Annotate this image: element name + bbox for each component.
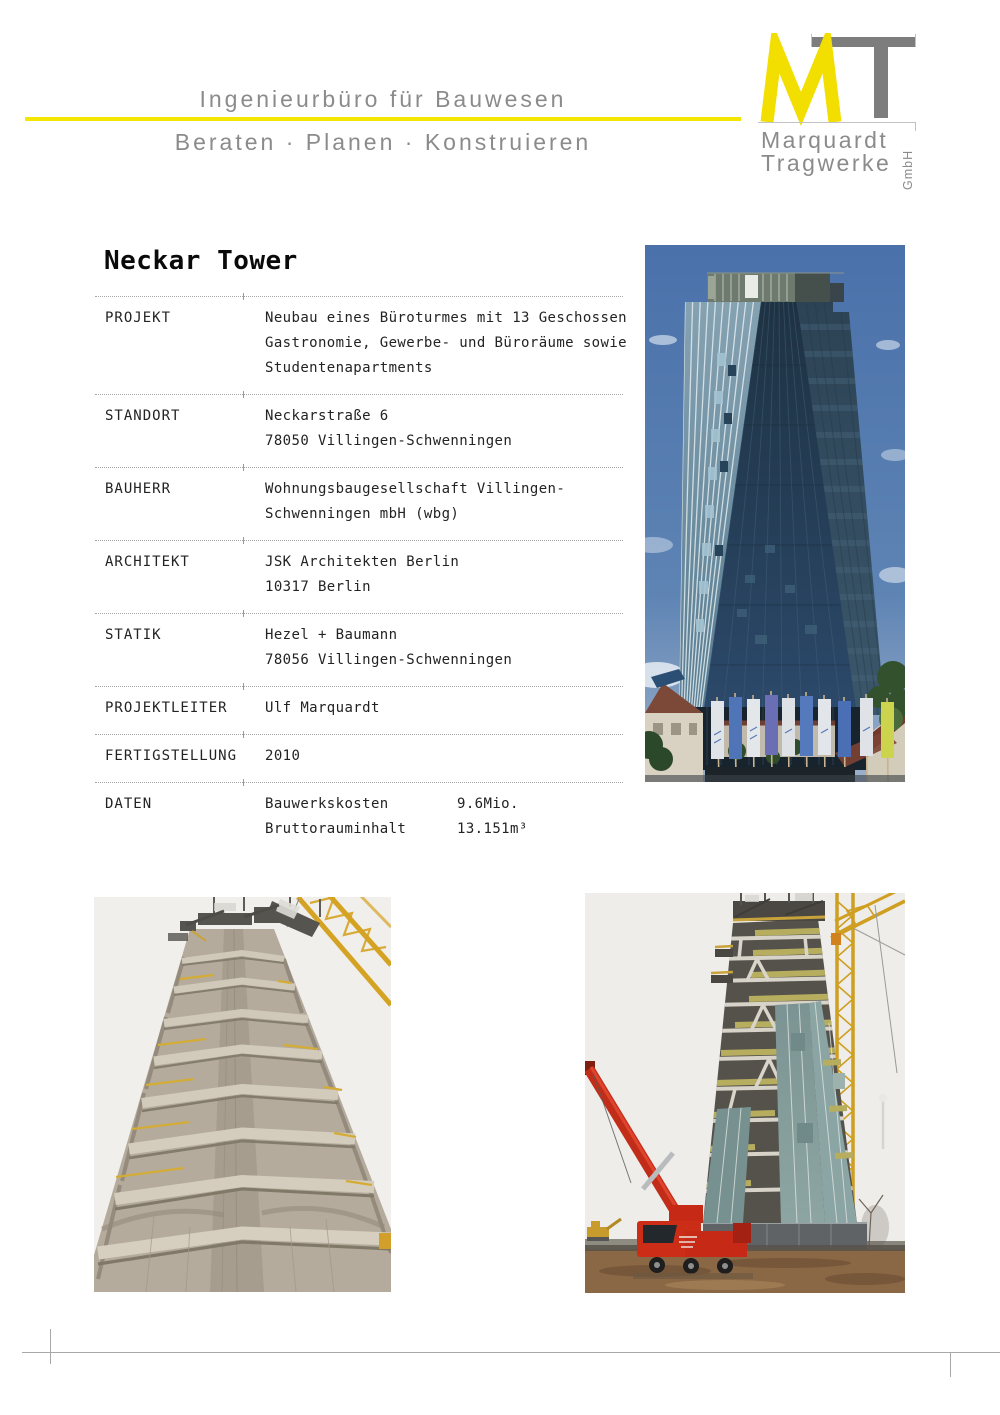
table-row <box>95 540 623 613</box>
row-value-line: Hezel + Baumann <box>265 627 398 643</box>
row-value-line: 78056 Villingen-Schwenningen <box>265 652 513 668</box>
logo-name-line2: Tragwerke <box>761 150 892 176</box>
penthouse <box>707 273 844 302</box>
row-value <box>265 404 623 454</box>
photo-construction-from-below <box>94 897 391 1292</box>
row-label: ARCHITEKT <box>105 554 190 570</box>
table-row <box>95 467 623 540</box>
daten-value: 13.151m³ <box>457 821 528 837</box>
table-row <box>95 613 623 686</box>
row-value <box>265 306 627 381</box>
daten-value: 9.6Mio. <box>457 796 519 812</box>
row-value <box>265 623 623 673</box>
row-label: STATIK <box>105 627 162 643</box>
table-row <box>95 394 623 467</box>
fold-mark-line <box>22 1352 1000 1353</box>
header-tagline-bottom: Beraten · Planen · Konstruieren <box>174 129 592 155</box>
table-row <box>95 734 623 782</box>
table-row <box>95 686 623 734</box>
column-divider-tick <box>243 610 244 617</box>
row-label: PROJEKTLEITER <box>105 700 228 716</box>
row-label: DATEN <box>105 796 153 812</box>
fold-mark-tick-left <box>50 1329 51 1364</box>
column-divider-tick <box>243 293 244 300</box>
logo-monogram-mt <box>755 33 927 132</box>
row-value-line: Gastronomie, Gewerbe- und Büroräume sowie <box>265 335 627 351</box>
row-value-line: JSK Architekten Berlin <box>265 554 460 570</box>
crane-counterweight <box>379 1233 391 1249</box>
logo-letter-m <box>767 48 835 122</box>
row-value-line: Wohnungsbaugesellschaft Villingen- <box>265 481 566 497</box>
table-row <box>95 296 627 394</box>
logo-name-line1: Marquardt <box>761 127 889 153</box>
company-logo <box>755 33 927 190</box>
daten-pair <box>265 817 623 842</box>
column-divider-tick <box>243 731 244 738</box>
row-value <box>265 696 623 721</box>
column-divider-tick <box>243 464 244 471</box>
column-divider-tick <box>243 537 244 544</box>
row-value-line: Schwenningen mbH (wbg) <box>265 506 460 522</box>
logo-legal-suffix: GmbH <box>901 149 915 190</box>
column-divider-tick <box>243 779 244 786</box>
photo-construction-with-cranes <box>585 893 905 1293</box>
row-value <box>265 477 623 527</box>
row-value <box>265 744 623 769</box>
project-table <box>95 296 627 855</box>
row-value-line: 78050 Villingen-Schwenningen <box>265 433 513 449</box>
row-value-line: 2010 <box>265 748 301 764</box>
photo-neckar-tower-completed <box>645 245 905 782</box>
daten-name: Bauwerkskosten <box>265 796 389 812</box>
fold-mark-tick-right <box>950 1352 951 1377</box>
page-title: Neckar Tower <box>104 246 298 276</box>
row-value-line: Neckarstraße 6 <box>265 408 389 424</box>
row-value-line: Neubau eines Büroturmes mit 13 Geschossen <box>265 310 627 326</box>
table-row <box>95 782 623 855</box>
row-value-line: Studentenapartments <box>265 360 433 376</box>
row-value <box>265 550 623 600</box>
daten-pair <box>265 792 623 817</box>
header-yellow-rule <box>25 117 741 121</box>
row-value <box>265 792 623 842</box>
row-value-line: 10317 Berlin <box>265 579 371 595</box>
row-label: BAUHERR <box>105 481 172 497</box>
daten-name: Bruttorauminhalt <box>265 821 407 837</box>
column-divider-tick <box>243 391 244 398</box>
row-label: FERTIGSTELLUNG <box>105 748 238 764</box>
row-value-line: Ulf Marquardt <box>265 700 380 716</box>
header-tagline-top: Ingenieurbüro für Bauwesen <box>199 86 567 112</box>
column-divider-tick <box>243 683 244 690</box>
row-label: PROJEKT <box>105 310 172 326</box>
row-label: STANDORT <box>105 408 181 424</box>
